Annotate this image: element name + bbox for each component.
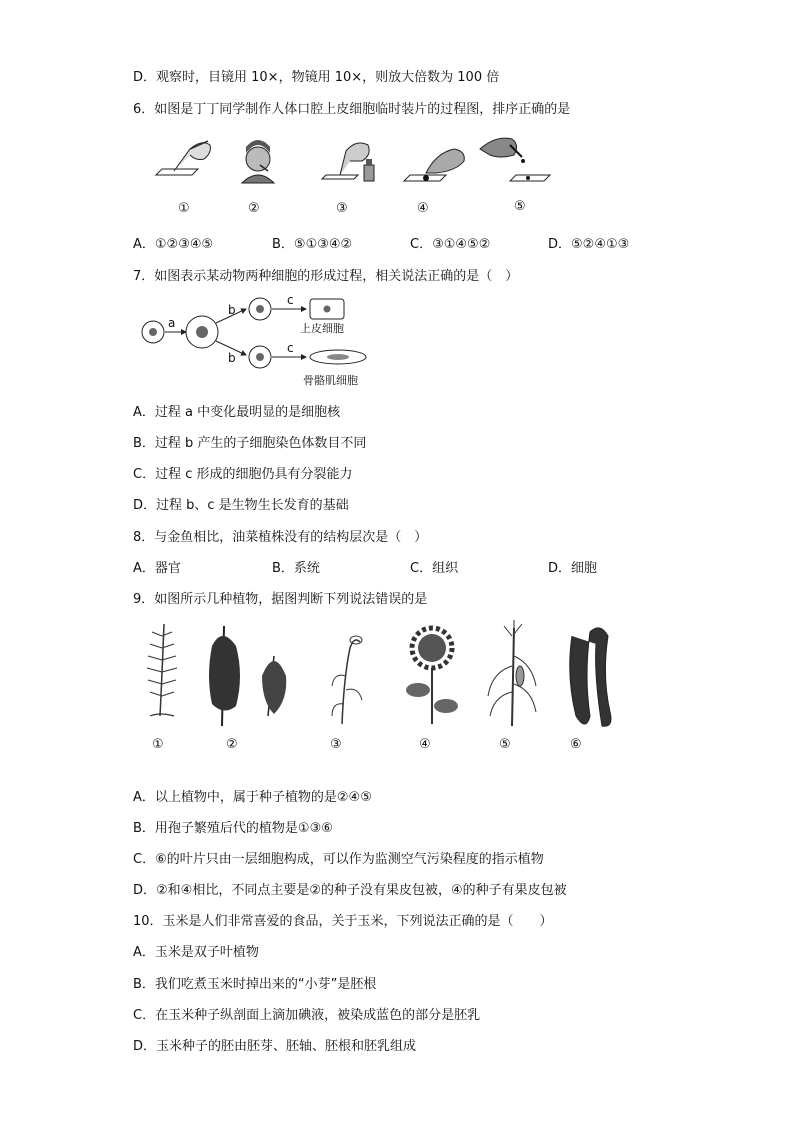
q9-label-1: ① [152, 737, 164, 752]
q9-stem: 9．如图所示几种植物，据图判断下列说法错误的是 [133, 592, 428, 607]
q9-option-a: A．以上植物中，属于种子植物的是②④⑤ [133, 790, 372, 805]
q7-option-c: C．过程 c 形成的细胞仍具有分裂能力 [133, 467, 353, 482]
q7-arrow-c-bottom-label: c [287, 341, 294, 355]
q7-stem: 7．如图表示某动物两种细胞的形成过程，相关说法正确的是（ ） [133, 269, 519, 284]
q7-epithelial-cell-label: 上皮细胞 [300, 322, 344, 335]
q6-step2-drawing [242, 140, 274, 183]
q6-label-1: ① [178, 201, 190, 216]
q10-stem: 10．玉米是人们非常喜爱的食品，关于玉米，下列说法正确的是（ ） [133, 914, 553, 929]
q7-option-b: B．过程 b 产生的子细胞染色体数目不同 [133, 436, 367, 451]
q9-label-2: ② [226, 737, 238, 752]
q7-option-a: A．过程 a 中变化最明显的是细胞核 [133, 405, 341, 420]
q7-arrow-b-top-label: b [228, 303, 236, 317]
q6-step5-drawing [480, 138, 550, 181]
q6-step1-drawing [156, 141, 210, 175]
q6-option-b: B．⑤①③④② [272, 237, 353, 252]
q7-arrow-c-top-label: c [287, 293, 294, 307]
q9-option-c: C．⑥的叶片只由一层细胞构成，可以作为监测空气污染程度的指示植物 [133, 852, 544, 867]
q9-label-3: ③ [330, 737, 342, 752]
q6-label-5: ⑤ [514, 199, 526, 214]
q10-option-d: D．玉米种子的胚由胚芽、胚轴、胚根和胚乳组成 [133, 1039, 417, 1054]
q6-stem: 6．如图是丁丁同学制作人体口腔上皮细胞临时装片的过程图，排序正确的是 [133, 102, 571, 117]
q8-stem: 8．与金鱼相比，油菜植株没有的结构层次是（ ） [133, 530, 428, 545]
q9-label-4: ④ [419, 737, 431, 752]
q8-option-b: B．系统 [272, 561, 320, 576]
q6-step3-drawing [322, 143, 374, 181]
q7-arrow-b-bottom-label: b [228, 351, 236, 365]
q6-figure [150, 135, 570, 195]
q9-plant3-sprout [332, 636, 362, 724]
q7-option-d: D．过程 b、c 是生物生长发育的基础 [133, 498, 349, 513]
q6-step4-drawing [404, 149, 464, 181]
q6-option-a: A．①②③④⑤ [133, 237, 214, 252]
q10-option-b: B．我们吃煮玉米时掉出来的“小芽”是胚根 [133, 977, 377, 992]
q8-option-c: C．组织 [410, 561, 459, 576]
q9-plant5-corn [488, 620, 536, 726]
q9-label-6: ⑥ [570, 737, 582, 752]
q9-plants-figure [140, 616, 620, 736]
q6-label-4: ④ [417, 201, 429, 216]
q9-plant2-pine [209, 626, 286, 726]
q6-option-c: C．③①④⑤② [410, 237, 491, 252]
q6-label-2: ② [248, 201, 260, 216]
q10-option-c: C．在玉米种子纵剖面上滴加碘液，被染成蓝色的部分是胚乳 [133, 1008, 481, 1023]
q9-plant6-kelp [570, 628, 611, 726]
q5-option-d: D．观察时，目镜用 10×，物镜用 10×，则放大倍数为 100 倍 [133, 70, 500, 85]
q7-arrow-a-label: a [168, 316, 176, 330]
q9-plant4-sunflower [406, 628, 458, 724]
q6-label-3: ③ [336, 201, 348, 216]
q8-option-a: A．器官 [133, 561, 181, 576]
q10-option-a: A．玉米是双子叶植物 [133, 945, 259, 960]
q7-muscle-cell-label: 骨骼肌细胞 [303, 374, 358, 387]
q9-option-d: D．②和④相比，不同点主要是②的种子没有果皮包被，④的种子有果皮包被 [133, 883, 567, 898]
q6-option-d: D．⑤②④①③ [548, 237, 630, 252]
q8-option-d: D．细胞 [548, 561, 598, 576]
q9-option-b: B．用孢子繁殖后代的植物是①③⑥ [133, 821, 333, 836]
q9-label-5: ⑤ [499, 737, 511, 752]
q9-plant1-fern [147, 624, 177, 716]
